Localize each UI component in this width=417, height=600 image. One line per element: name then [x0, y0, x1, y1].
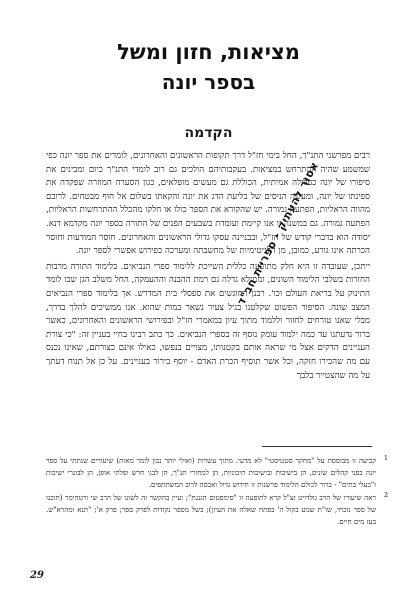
page-number: 29 — [30, 570, 44, 581]
footnote-text: קביעה זו מבוססת על "מחקר סטטיסטי" לא מדעי. מתוך עשרות (ואולי יותר נכון לומר מאות) שיעורים שנתתי על ספר יונה בפני קהלים שונים, הן בישיבות ובישיבות תיכוניות, הן למחזרי תנ"ך, הן לבני חרש ופלתי אופן, הן לבוגרי ישיבות ו"בעלי בתים" - ברור לכולם הלימוד פרשנות זו חידוש גדול ואכסה לרוב המשתתפים. — [46, 456, 376, 489]
chapter-title: מציאות, חזון ומשל — [117, 40, 300, 64]
footnote — [46, 491, 388, 527]
footnote — [46, 454, 388, 490]
footnote-number: 2 — [383, 491, 388, 500]
footnote-text: ראה שיעורו של הרב גולדויט זצ"ל קרא לתופעה זו "סימפטום הגננת"; ועיין בהקשר זה לשונו של הרב שי ורטהימר (תוכנו של ספר נוכחי, שו"ת שמע בקול ה' בפתח שאלה את העיון); בשל מספר נקודות לפרק ספר; פרק א'; "תנא ומהרא"ש. בעז מים חיים. — [46, 493, 376, 526]
paragraph: ייתכן, שעובדה זו היא חלק מתופעה כללית השייכת ללימוד ספרי הנביאים. בלימוד התורה מרבות החזרות בשלבי הלימוד השונים, וממילא גדלה גם רמת ההבנה וההעמקה, החל משלב הגן שבו לומד התינוק על בריאת העולם וכו'. רבנן החוגשים את ספסלי בית המדרש. אך בלימוד ספרי הנביאים המצב שונה. הסיפור הפשוט שקלטנו בגיל צעיר נשאר כמות שהוא. אנו ממשיכים להלך בדרך, מבלי שאנו טורחים לחזור וללמוד מתוך עיון במאמרי חז"ל ובפירושי הראשונים והאחרונים, כאשר ברור נדעתנו עד כמה ילמוד עומק נוסף זה בספרי הנביאים. כך כתב רבינו בחיי בעניין זה: "כי צורת העניינים הדקים אצל מי שראה אותם בקטנותו, מצויים בנפשו, כאילו אינם כצורתם, שאינו נכנס עם מה שהכירו חזקה, וכל אשר תוסיף הכרת האדם - יוסף בירור בעניינים. על כן אל תנוח דעתך על מה שהצטייר בלבך — [46, 261, 370, 381]
footnote-divider — [262, 446, 372, 447]
footnotes — [46, 454, 388, 530]
footnote-number: 1 — [383, 454, 388, 462]
chapter-subtitle: בספר יונה — [161, 70, 256, 94]
paragraph: רבים מפרשני התנ"ך, החל בימי חז"ל דרך תקופות הראשונים והאחרונים, לומדים את ספר יונה כפי שמשמע שהיה ההתרחש במציאות. בעקבותיהם הולכים גם רוב לומדי התנ"ך כיום ומבינים את סיפורו של יונה כעלילה אמיתית, הכוללת גם מעשים מופלאים, כגון הסערה המוזרה שפקדה את ספינתו של יונה, ומעשה הניסים של בליעת הדג את יונה והקאתו בשלום אל חוף מבטחים. לרובם מהווה הראליות, הפתעה גמורה. יש שהקורא את הספר כולו או חלקו מהכלל ההתרחשות הראליות, הפתעה גמורה. גם במשנה זו אנו קיימת ועומדת בשבעים הפנים של התורה בספר יונה מקדמא דנא. יסודה הוא בדברי קודש של חז"ל, ובבניינה עסקו גדולי הראשונים והאחרונים. חוסר המודעות וחוסר הכרתה אינו גורע, כמובן, מן הלגיטימיות של מחשבתה ומערכה כפירוש אפשרי לספר יונה. — [46, 151, 370, 257]
body-text — [46, 150, 370, 383]
library-stamp: אסור להעתיק - ספריית חב"ד — [234, 159, 322, 308]
section-heading: הקדמה — [184, 125, 233, 141]
